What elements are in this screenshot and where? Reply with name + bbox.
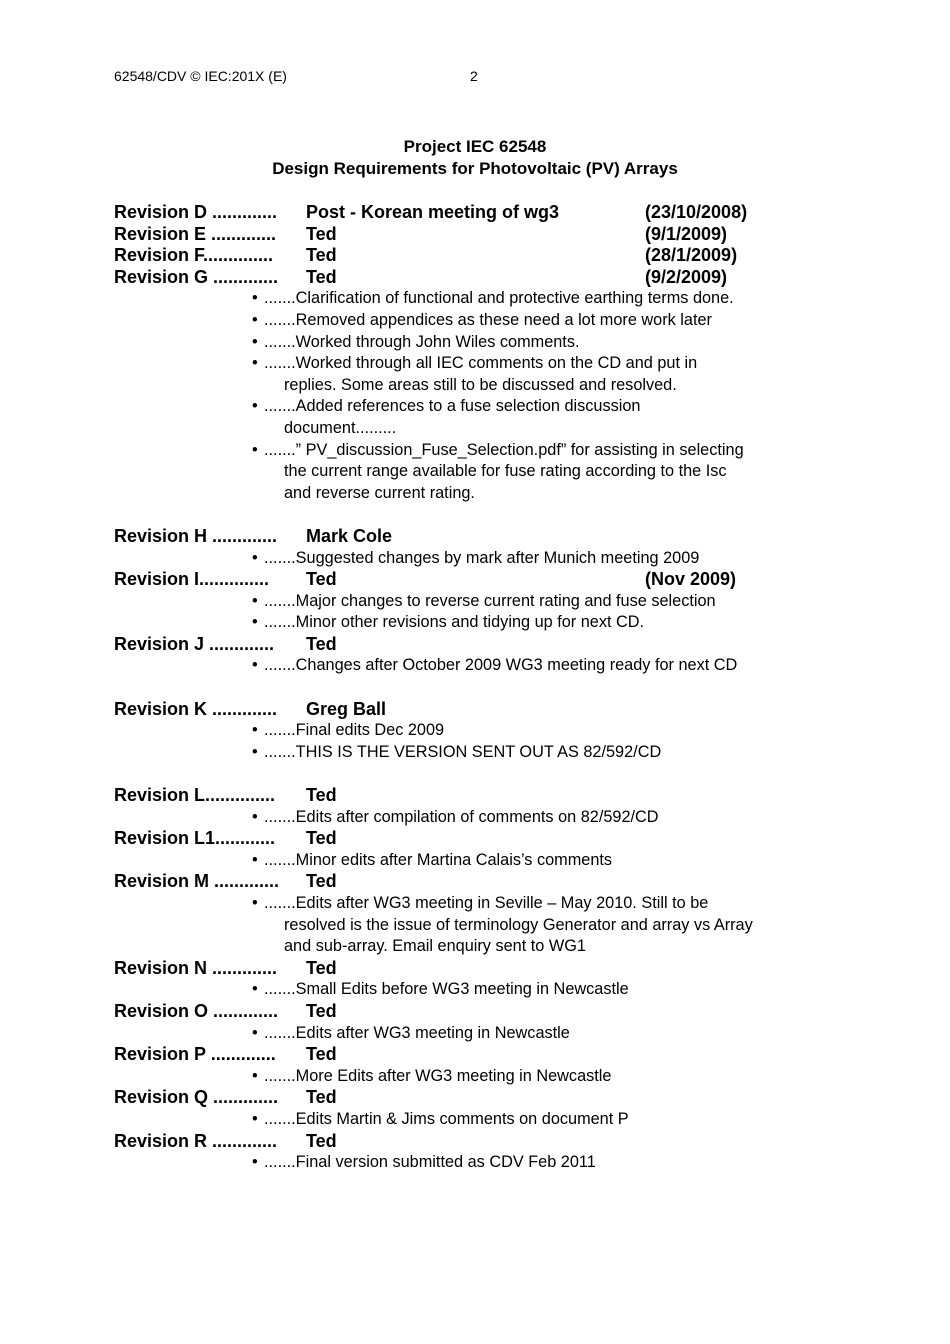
revision-entry xyxy=(114,245,874,267)
revision-note-line: .......Major changes to reverse current rating and fuse selection xyxy=(264,591,716,610)
bullet-icon: • xyxy=(252,742,258,761)
revision-label xyxy=(114,202,306,224)
revision-note-line: .......Edits after compilation of comments on 82/592/CD xyxy=(264,807,659,826)
revision-leader-dots: ............. xyxy=(207,202,288,222)
revision-author: Ted xyxy=(306,1044,337,1065)
revision-id: Revision F xyxy=(114,245,204,266)
revision-note xyxy=(114,742,874,764)
document-reference: 62548/CDV © IEC:201X (E) xyxy=(114,68,287,84)
revision-leader-dots: .............. xyxy=(203,245,279,266)
bullet-icon: • xyxy=(252,1023,258,1042)
revision-leader-dots: ............. xyxy=(204,633,280,654)
revision-author: Mark Cole xyxy=(306,525,393,546)
bullet-icon: • xyxy=(252,656,258,675)
revision-note-line: .......Edits after WG3 meeting in Newcastle xyxy=(264,1023,570,1042)
revision-note-line: .......Final edits Dec 2009 xyxy=(264,721,445,740)
revision-label xyxy=(114,569,306,591)
revision-note-line: .......THIS IS THE VERSION SENT OUT AS 82/592/CD xyxy=(264,742,662,761)
revision-entry xyxy=(114,785,874,807)
revision-note xyxy=(114,850,874,872)
revision-date: (Nov 2009) xyxy=(645,569,737,590)
bullet-icon: • xyxy=(252,980,258,999)
revision-note-line: and reverse current rating. xyxy=(284,483,475,502)
revision-entry xyxy=(114,526,874,548)
revision-note xyxy=(114,979,874,1001)
revision-label xyxy=(114,871,306,893)
revision-note xyxy=(114,1109,874,1131)
revision-id: Revision D xyxy=(114,202,208,222)
revision-label xyxy=(114,267,306,289)
revision-label xyxy=(114,958,306,980)
revision-id: Revision L xyxy=(114,785,206,806)
revision-note-line: .......Edits after WG3 meeting in Seville – May 2010. Still to be xyxy=(264,894,709,912)
revision-author: Ted xyxy=(306,1130,337,1151)
revision-label xyxy=(114,1131,306,1153)
revision-note xyxy=(114,655,874,677)
revision-leader-dots: ............. xyxy=(208,266,284,287)
revision-entry xyxy=(114,699,874,721)
revision-note-line: .......Worked through John Wiles comments. xyxy=(264,332,580,351)
revision-entry xyxy=(114,202,874,224)
revision-label xyxy=(114,245,306,267)
revision-author: Ted xyxy=(306,871,337,892)
revision-entry xyxy=(114,634,874,656)
revision-entry xyxy=(114,267,874,289)
revision-author: Ted xyxy=(306,785,337,806)
bullet-icon: • xyxy=(252,440,258,459)
revision-id: Revision R xyxy=(114,1130,208,1151)
revision-note-line: resolved is the issue of terminology Generator and array vs Array xyxy=(284,915,753,934)
revision-note-line: document......... xyxy=(284,418,397,437)
revision-note xyxy=(114,720,874,742)
bullet-icon: • xyxy=(252,1109,258,1128)
revision-label xyxy=(114,526,306,548)
bullet-icon: • xyxy=(252,591,258,610)
revision-label xyxy=(114,224,306,246)
revision-author: Ted xyxy=(306,569,337,590)
revision-date: (9/2/2009) xyxy=(645,266,728,287)
bullet-icon: • xyxy=(252,1153,258,1172)
bullet-icon: • xyxy=(252,354,258,373)
revision-note xyxy=(114,353,874,396)
revision-id: Revision M xyxy=(114,871,210,892)
revision-entry xyxy=(114,224,874,246)
revision-label xyxy=(114,634,306,656)
revision-id: Revision G xyxy=(114,266,209,287)
revision-note-line: .......More Edits after WG3 meeting in Newcastle xyxy=(264,1066,612,1085)
revision-author: Ted xyxy=(306,245,337,266)
revision-leader-dots: ............. xyxy=(207,525,283,546)
revision-note xyxy=(114,1066,874,1088)
revision-note-line: .......Final version submitted as CDV Feb 2011 xyxy=(264,1153,596,1172)
revision-label xyxy=(114,699,306,721)
revision-leader-dots: ............. xyxy=(205,1044,281,1065)
revision-id: Revision P xyxy=(114,1044,206,1065)
revision-entry xyxy=(114,958,874,980)
revision-id: Revision J xyxy=(114,633,205,654)
revision-author: Ted xyxy=(306,1000,337,1021)
revision-note-line: .......Small Edits before WG3 meeting in Newcastle xyxy=(264,980,629,999)
revision-entry xyxy=(114,1001,874,1023)
revision-entry xyxy=(114,1131,874,1153)
revision-label xyxy=(114,785,306,807)
revision-id: Revision K xyxy=(114,698,208,719)
revision-leader-dots: ............. xyxy=(208,1000,284,1021)
revision-note xyxy=(114,591,874,613)
revision-entry xyxy=(114,1087,874,1109)
bullet-icon: • xyxy=(252,894,258,912)
revision-note-line: .......Edits Martin & Jims comments on document P xyxy=(264,1109,629,1128)
revision-note xyxy=(114,440,874,505)
revision-note xyxy=(114,1023,874,1045)
revision-id: Revision Q xyxy=(114,1087,209,1108)
revision-note xyxy=(114,310,874,332)
revision-leader-dots: ............. xyxy=(207,698,283,719)
bullet-icon: • xyxy=(252,310,258,329)
revision-author: Ted xyxy=(306,633,337,654)
revision-id: Revision H xyxy=(114,525,208,546)
revision-entry xyxy=(114,1044,874,1066)
revision-note-line: .......Suggested changes by mark after Munich meeting 2009 xyxy=(264,548,700,567)
bullet-icon: • xyxy=(252,289,258,308)
revision-id: Revision I xyxy=(114,569,200,590)
revision-leader-dots: ............. xyxy=(206,223,282,244)
project-title: Project IEC 62548 xyxy=(403,137,547,156)
revision-note xyxy=(114,1152,874,1174)
revision-date: (9/1/2009) xyxy=(645,223,728,244)
revision-entry xyxy=(114,828,874,850)
page-number: 2 xyxy=(470,68,478,84)
revision-history xyxy=(114,202,874,1174)
revision-note xyxy=(114,332,874,354)
revision-author: Post - Korean meeting of wg3 xyxy=(306,202,560,222)
revision-id: Revision O xyxy=(114,1000,209,1021)
revision-author: Ted xyxy=(306,1087,337,1108)
revision-note xyxy=(114,396,874,439)
bullet-icon: • xyxy=(252,548,258,567)
revision-label xyxy=(114,1087,306,1109)
revision-leader-dots: ............. xyxy=(207,957,283,978)
revision-note-line: .......Clarification of functional and protective earthing terms done. xyxy=(264,289,734,308)
revision-author: Ted xyxy=(306,957,337,978)
revision-leader-dots: .............. xyxy=(205,785,281,806)
revision-note-line: .......Changes after October 2009 WG3 meeting ready for next CD xyxy=(264,656,738,675)
revision-label xyxy=(114,1001,306,1023)
revision-date: (28/1/2009) xyxy=(645,245,738,266)
revision-id: Revision L1 xyxy=(114,828,216,849)
revision-entry xyxy=(114,871,874,893)
revision-leader-dots: ............ xyxy=(215,828,281,849)
revision-note-line: .......Worked through all IEC comments on the CD and put in xyxy=(264,354,698,373)
revision-label xyxy=(114,1044,306,1066)
revision-note-line: and sub-array. Email enquiry sent to WG1 xyxy=(284,937,586,956)
revision-author: Ted xyxy=(306,223,337,244)
bullet-icon: • xyxy=(252,850,258,869)
revision-id: Revision N xyxy=(114,957,208,978)
revision-note xyxy=(114,612,874,634)
revision-label xyxy=(114,828,306,850)
bullet-icon: • xyxy=(252,721,258,740)
document-title: Design Requirements for Photovoltaic (PV) Arrays xyxy=(272,159,678,178)
revision-note xyxy=(114,288,874,310)
revision-date: (23/10/2008) xyxy=(645,202,748,222)
revision-leader-dots: ............. xyxy=(207,1130,283,1151)
revision-entry xyxy=(114,569,874,591)
revision-note xyxy=(114,807,874,829)
bullet-icon: • xyxy=(252,1066,258,1085)
revision-note-line: .......” PV_discussion_Fuse_Selection.pdf” for assisting in selecting xyxy=(264,440,744,459)
revision-leader-dots: ............. xyxy=(209,871,285,892)
bullet-icon: • xyxy=(252,397,258,416)
revision-id: Revision E xyxy=(114,223,207,244)
bullet-icon: • xyxy=(252,332,258,351)
revision-note-line: .......Added references to a fuse selection discussion xyxy=(264,397,641,416)
revision-author: Ted xyxy=(306,828,337,849)
revision-author: Ted xyxy=(306,266,337,287)
revision-leader-dots: ............. xyxy=(208,1087,284,1108)
revision-note xyxy=(114,548,874,570)
revision-note-line: replies. Some areas still to be discussed and resolved. xyxy=(284,375,677,394)
revision-note-line: .......Removed appendices as these need a lot more work later xyxy=(264,310,712,329)
revision-note-line: .......Minor edits after Martina Calais’s comments xyxy=(264,850,613,869)
bullet-icon: • xyxy=(252,807,258,826)
bullet-icon: • xyxy=(252,613,258,632)
revision-note-line: the current range available for fuse rating according to the Isc xyxy=(284,462,727,481)
revision-leader-dots: .............. xyxy=(199,569,275,590)
revision-note xyxy=(114,893,874,958)
revision-author: Greg Ball xyxy=(306,698,387,719)
revision-note-line: .......Minor other revisions and tidying up for next CD. xyxy=(264,613,645,632)
